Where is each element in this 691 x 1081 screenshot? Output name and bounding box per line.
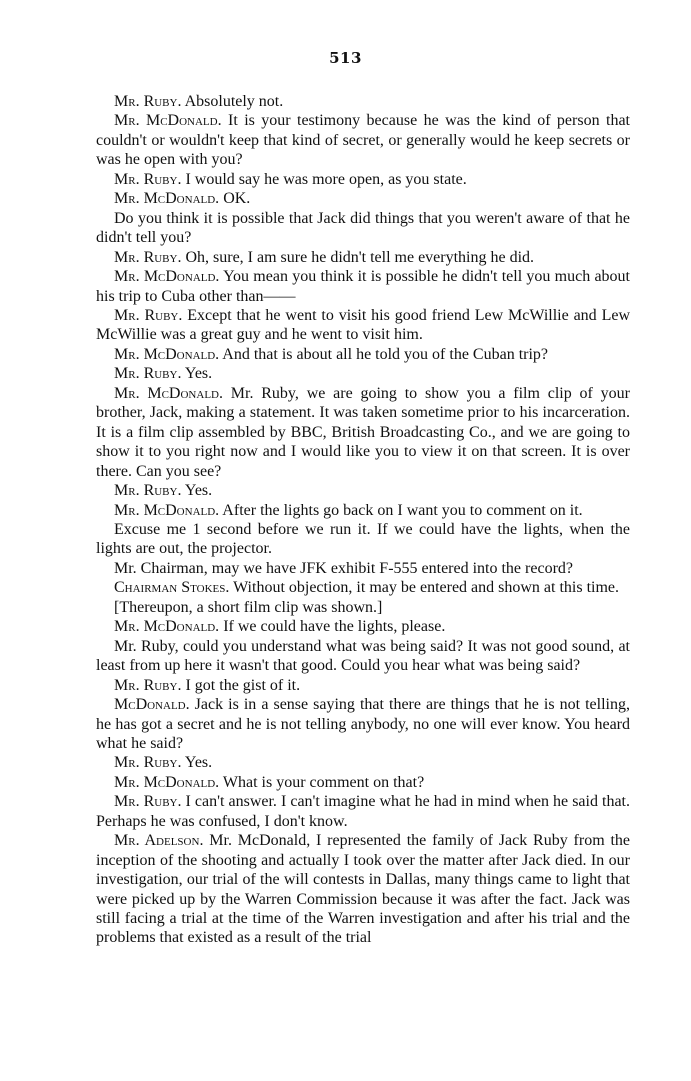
paragraph-text: Mr. Ruby, could you understand what was being said? It was not good sound, at least from up here it wasn't that good. Could you hear what was being said? (96, 637, 630, 675)
paragraph-text: Mr. McDonald, I represented the family of Jack Ruby from the inception of the shooting and actually I took over the matter after Jack died. In our investigation, our trial of the will contests in Dallas, many things came to light that were picked up by the Warren Commission because it was after the fact. Jack was still facing a trial at the time of the Warren investigation and after his trial and the problems that existed as a result of the trial (96, 832, 631, 947)
paragraph-text: And that is about all he told you of the Cuban trip? (219, 345, 549, 363)
transcript-paragraph (96, 345, 630, 364)
paragraph-text: I got the gist of it. (181, 676, 301, 694)
transcript-paragraph (96, 248, 630, 267)
page-number: 513 (329, 49, 362, 67)
transcript-paragraph (96, 170, 630, 189)
speaker-name: Mr. Ruby. (114, 170, 182, 188)
transcript-paragraph (96, 92, 630, 111)
paragraph-text: Yes. (181, 754, 213, 772)
paragraph-text: Mr. Chairman, may we have JFK exhibit F-555 entered into the record? (114, 559, 573, 577)
speaker-name: Mr. Ruby. (114, 365, 182, 383)
transcript-paragraph (96, 676, 630, 695)
speaker-name: Mr. Ruby. (114, 793, 182, 811)
speaker-name: McDonald. (114, 696, 190, 714)
speaker-name: Mr. McDonald. (114, 268, 220, 286)
speaker-name: Mr. McDonald. (114, 345, 220, 363)
paragraph-text: Absolutely not. (181, 93, 284, 110)
paragraph-text: [Thereupon, a short film clip was shown.] (114, 598, 383, 616)
paragraph-text: If we could have the lights, please. (219, 618, 446, 636)
transcript-paragraph (96, 111, 630, 169)
transcript-body (96, 92, 630, 948)
paragraph-text: Mr. Ruby, we are going to show you a film clip of your brother, Jack, making a statement. It was taken sometime prior to his incarceration. It is a film clip assembled by BBC, British Broadcasting Co., and we are going to show it to you right now and I would like you to view it on that screen. It is over there. Can you see? (96, 384, 630, 480)
speaker-name: Mr. Ruby. (114, 676, 182, 694)
paragraph-text: Without objection, it may be entered and shown at this time. (229, 579, 620, 597)
speaker-name: Chairman Stokes. (114, 579, 230, 597)
paragraph-text: Yes. (181, 365, 213, 383)
speaker-name: Mr. McDonald. (114, 618, 220, 636)
transcript-paragraph (96, 189, 630, 208)
transcript-paragraph (96, 773, 630, 792)
speaker-name: Mr. Adelson. (114, 832, 204, 850)
speaker-name: Mr. McDonald. (114, 501, 220, 519)
transcript-paragraph (96, 617, 630, 636)
speaker-name: Mr. Ruby. (114, 93, 182, 110)
speaker-name: Mr. Ruby. (114, 482, 182, 500)
paragraph-text: Do you think it is possible that Jack did things that you weren't aware of that he didn't tell you? (96, 209, 630, 247)
transcript-paragraph (96, 559, 630, 578)
paragraph-text: Except that he went to visit his good friend Lew McWillie and Lew McWillie was a great guy and he went to visit him. (96, 306, 630, 344)
speaker-name: Mr. McDonald. (114, 190, 220, 208)
transcript-paragraph (96, 520, 630, 559)
paragraph-text: Jack is in a sense saying that there are things that he is not telling, he has got a secret and he is not telling anybody, no one will ever know. You heard what he said? (96, 696, 630, 752)
transcript-paragraph (96, 753, 630, 772)
transcript-paragraph (96, 306, 630, 345)
speaker-name: Mr. McDonald. (114, 112, 222, 130)
transcript-paragraph (96, 637, 630, 676)
paragraph-text: What is your comment on that? (219, 773, 425, 791)
transcript-paragraph (96, 384, 630, 481)
paragraph-text: OK. (219, 190, 251, 208)
transcript-paragraph (96, 831, 630, 948)
speaker-name: Mr. McDonald. (114, 384, 223, 402)
paragraph-text: Oh, sure, I am sure he didn't tell me everything he did. (181, 248, 535, 266)
paragraph-text: I would say he was more open, as you state. (181, 170, 467, 188)
paragraph-text: Excuse me 1 second before we run it. If we could have the lights, when the lights are out, the projector. (96, 520, 630, 558)
speaker-name: Mr. Ruby. (114, 754, 182, 772)
paragraph-text: I can't answer. I can't imagine what he had in mind when he said that. Perhaps he was confused, I don't know. (96, 793, 630, 830)
speaker-name: Mr. Ruby. (114, 306, 183, 324)
speaker-name: Mr. McDonald. (114, 773, 220, 791)
transcript-paragraph (96, 364, 630, 383)
transcript-paragraph (96, 209, 630, 248)
transcript-paragraph (96, 501, 630, 520)
transcript-paragraph (96, 481, 630, 500)
transcript-paragraph (96, 598, 630, 617)
paragraph-text: You mean you think it is possible he didn't tell you much about his trip to Cuba other than—— (96, 268, 630, 305)
speaker-name: Mr. Ruby. (114, 248, 182, 266)
transcript-paragraph (96, 267, 630, 306)
transcript-paragraph (96, 792, 630, 831)
transcript-paragraph (96, 578, 630, 597)
transcript-paragraph (96, 695, 630, 753)
paragraph-text: Yes. (181, 482, 213, 500)
paragraph-text: After the lights go back on I want you to comment on it. (219, 501, 583, 519)
paragraph-text: It is your testimony because he was the kind of person that couldn't or wouldn't keep that kind of secret, or generally would he keep secrets or was he open with you? (96, 112, 630, 169)
